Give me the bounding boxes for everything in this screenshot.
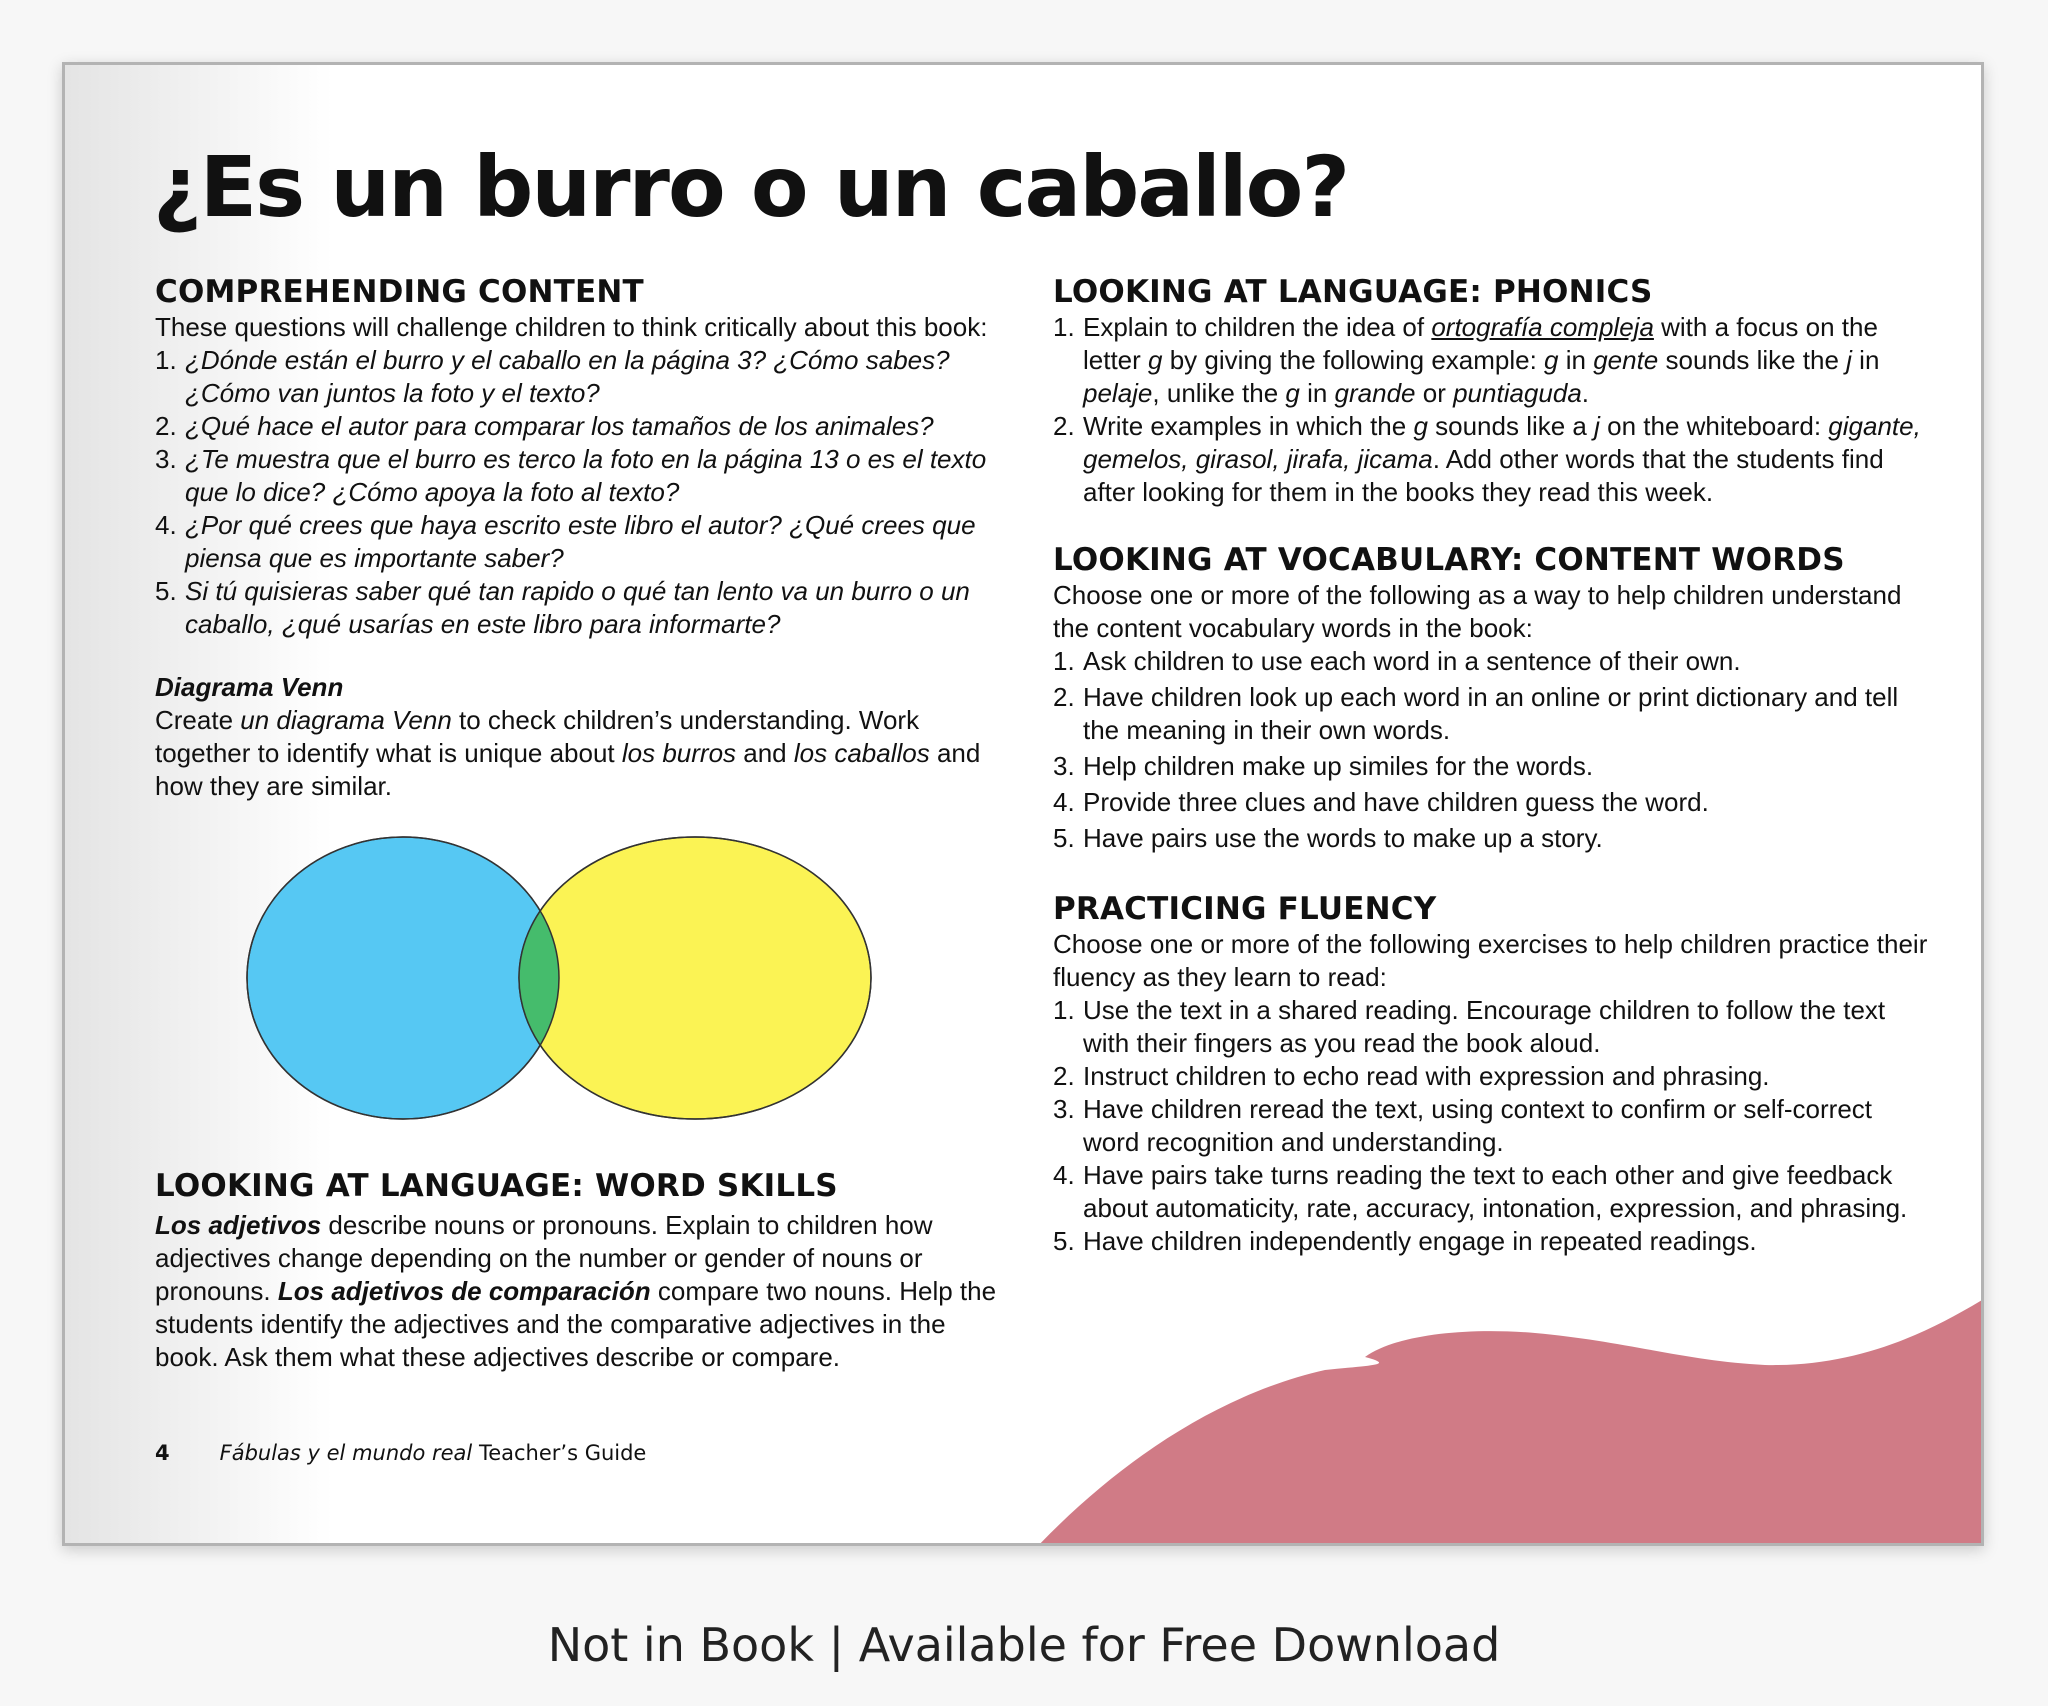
phonics-heading: LOOKING AT LANGUAGE: PHONICS xyxy=(1053,274,1653,310)
phonics-list xyxy=(1053,311,1933,509)
comprehending-section xyxy=(155,273,1015,803)
word-skills-paragraph: Los adjetivos describe nouns or pronouns. Explain to children how adjectives change depending on the number or gender of nouns or pronouns. Los adjetivos de comparación compare two nouns. Help the students identify the adjectives and the comparative adjectives in the book. Ask them what these adjectives describe or compare. xyxy=(155,1210,997,1372)
phonics-section xyxy=(1053,273,1933,509)
list-item: 5. Have pairs use the words to make up a story. xyxy=(1053,823,1603,853)
vocabulary-intro: Choose one or more of the following as a way to help children understand the content vocabulary words in the book: xyxy=(1053,580,1902,643)
list-item: 3. Have children reread the text, using context to confirm or self-correct word recognition and understanding. xyxy=(1053,1094,1873,1157)
venn-paragraph: Create un diagrama Venn to check children’s understanding. Work together to identify what is unique about los burros and los caballos and how they are similar. xyxy=(155,705,981,801)
guide-label: Teacher’s Guide xyxy=(472,1441,647,1465)
comprehending-heading: COMPREHENDING CONTENT xyxy=(155,274,644,310)
list-item: 2. ¿Qué hace el autor para comparar los tamaños de los animales? xyxy=(155,411,934,441)
venn-diagram xyxy=(245,833,885,1123)
list-item: 1. ¿Dónde están el burro y el caballo en la página 3? ¿Cómo sabes? ¿Cómo van juntos la foto y el texto? xyxy=(155,345,950,408)
page-title: ¿Es un burro o un caballo? xyxy=(153,138,1349,236)
list-item: 3. Help children make up similes for the words. xyxy=(1053,751,1594,781)
fluency-list xyxy=(1053,994,1933,1258)
list-item: 4. Have pairs take turns reading the text to each other and give feedback about automaticity, rate, accuracy, intonation, expression, and phrasing. xyxy=(1053,1160,1908,1223)
list-item: 3. ¿Te muestra que el burro es terco la foto en la página 13 o es el texto que lo dice? ¿Cómo apoya la foto al texto? xyxy=(155,444,987,507)
fluency-heading: PRACTICING FLUENCY xyxy=(1053,891,1437,927)
list-item: 1. Ask children to use each word in a sentence of their own. xyxy=(1053,646,1741,676)
comprehending-intro: These questions will challenge children to think critically about this book: xyxy=(155,312,988,342)
list-item: 2. Write examples in which the g sounds like a j on the whiteboard: gigante, gemelos, girasol, jirafa, jicama. Add other words that the students find after looking for them in the books they read this week. xyxy=(1053,411,1921,507)
vocabulary-heading: LOOKING AT VOCABULARY: CONTENT WORDS xyxy=(1053,542,1845,578)
list-item: 5. Si tú quisieras saber qué tan rapido o qué tan lento va un burro o un caballo, ¿qué usarías en este libro para informarte? xyxy=(155,576,970,639)
list-item: 4. ¿Por qué crees que haya escrito este libro el autor? ¿Qué crees que piensa que es importante saber? xyxy=(155,510,976,573)
list-item: 5. Have children independently engage in repeated readings. xyxy=(1053,1226,1757,1256)
venn-subheading: Diagrama Venn xyxy=(155,672,344,702)
list-item: 4. Provide three clues and have children guess the word. xyxy=(1053,787,1709,817)
word-skills-section xyxy=(155,1167,1015,1374)
word-skills-heading: LOOKING AT LANGUAGE: WORD SKILLS xyxy=(155,1168,838,1204)
vocabulary-section xyxy=(1053,541,1933,855)
fluency-section xyxy=(1053,890,1933,1258)
list-item: 1. Use the text in a shared reading. Encourage children to follow the text with their fingers as you read the book aloud. xyxy=(1053,995,1886,1058)
venn-right-circle xyxy=(519,837,871,1119)
vocabulary-list xyxy=(1053,645,1933,855)
book-title: Fábulas y el mundo real xyxy=(219,1441,473,1465)
list-item: 2. Instruct children to echo read with expression and phrasing. xyxy=(1053,1061,1770,1091)
page-footer xyxy=(155,1441,646,1465)
list-item: 2. Have children look up each word in an online or print dictionary and tell the meaning in their own words. xyxy=(1053,682,1899,745)
fluency-intro: Choose one or more of the following exercises to help children practice their fluency as they learn to read: xyxy=(1053,929,1928,992)
guide-page xyxy=(62,62,1984,1546)
right-column xyxy=(1053,273,1933,1258)
left-column xyxy=(155,273,1015,1374)
comprehending-questions xyxy=(155,344,1015,641)
page-number: 4 xyxy=(155,1441,170,1465)
venn-left-circle xyxy=(247,837,559,1119)
download-caption: Not in Book | Available for Free Download xyxy=(547,1618,1501,1672)
list-item: 1. Explain to children the idea of ortografía compleja with a focus on the letter g by giving the following example: g in gente sounds like the j in pelaje, unlike the g in grande or puntiaguda. xyxy=(1053,312,1880,408)
